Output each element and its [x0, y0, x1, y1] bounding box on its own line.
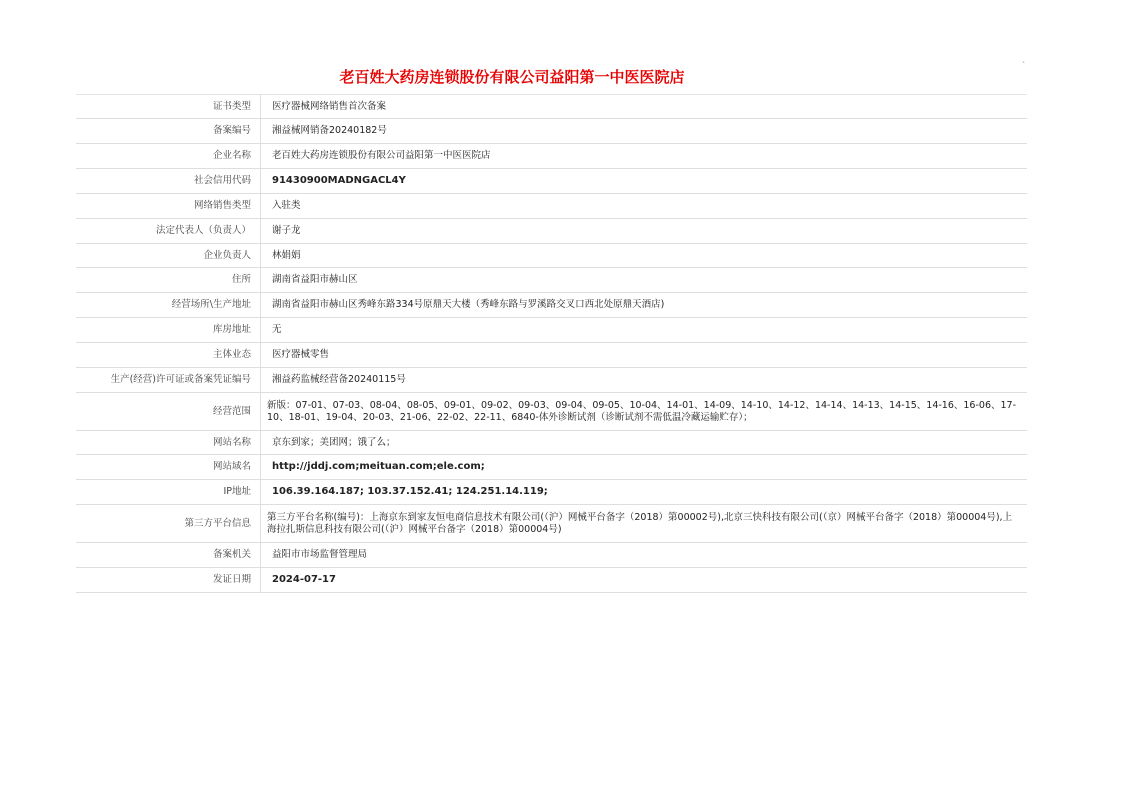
- row-value: 湘益药监械经营备20240115号: [261, 368, 1028, 393]
- row-value: 入驻类: [261, 194, 1028, 219]
- row-label: 备案编号: [76, 119, 261, 144]
- row-value: 新版：07-01、07-03、08-04、08-05、09-01、09-02、09-03、09-04、09-05、10-04、14-01、14-09、14-10、14-12、14-14、14-13、14-15、14-16、16-06、17-10、18-01、19-04、20-03、21-06、22-02、22-11、6840-体外诊断试剂（诊断试剂不需低温冷藏运输贮存）；: [261, 393, 1028, 431]
- row-value: 第三方平台名称(编号)：上海京东到家友恒电商信息技术有限公司(（沪）网械平台备字（2018）第00002号),北京三快科技有限公司(（京）网械平台备字（2018）第00004号),上海拉扎斯信息科技有限公司(（沪）网械平台备字（2018）第00004号): [261, 505, 1028, 543]
- record-table: [76, 94, 1027, 593]
- table-row: [76, 95, 1027, 119]
- row-label: 经营场所\生产地址: [76, 293, 261, 318]
- row-label: 库房地址: [76, 318, 261, 343]
- row-value: 医疗器械零售: [261, 343, 1028, 368]
- row-label: 社会信用代码: [76, 169, 261, 194]
- row-value: 林娟娟: [261, 244, 1028, 268]
- row-label: 备案机关: [76, 543, 261, 568]
- row-value: 2024-07-17: [261, 568, 1028, 593]
- row-value: 老百姓大药房连锁股份有限公司益阳第一中医医院店: [261, 144, 1028, 169]
- row-value: 湖南省益阳市赫山区秀峰东路334号原鼎天大楼（秀峰东路与罗溪路交叉口西北处原鼎天酒店): [261, 293, 1028, 318]
- row-value: 无: [261, 318, 1028, 343]
- table-row: [76, 144, 1027, 169]
- table-row: [76, 543, 1027, 568]
- table-row: [76, 293, 1027, 318]
- row-label: IP地址: [76, 480, 261, 505]
- row-value: 91430900MADNGACL4Y: [261, 169, 1028, 194]
- table-row: [76, 568, 1027, 593]
- row-value: 京东到家；美团网；饿了么；: [261, 431, 1028, 455]
- row-label: 住所: [76, 268, 261, 293]
- table-row: [76, 244, 1027, 268]
- row-label: 生产(经营)许可证或备案凭证编号: [76, 368, 261, 393]
- table-row: [76, 431, 1027, 455]
- table-row: [76, 455, 1027, 480]
- row-label: 网络销售类型: [76, 194, 261, 219]
- row-label: 网站名称: [76, 431, 261, 455]
- table-row: [76, 194, 1027, 219]
- row-label: 证书类型: [76, 95, 261, 119]
- row-label: 法定代表人（负责人）: [76, 219, 261, 244]
- row-label: 经营范围: [76, 393, 261, 431]
- row-value: 湖南省益阳市赫山区: [261, 268, 1028, 293]
- row-value: 106.39.164.187; 103.37.152.41; 124.251.14.119;: [261, 480, 1028, 505]
- corner-mark: ˋ: [1022, 61, 1026, 70]
- table-row: [76, 318, 1027, 343]
- table-row: [76, 343, 1027, 368]
- row-value: 谢子龙: [261, 219, 1028, 244]
- table-row: [76, 480, 1027, 505]
- row-value: 湘益械网销备20240182号: [261, 119, 1028, 144]
- table-row: [76, 119, 1027, 144]
- row-label: 发证日期: [76, 568, 261, 593]
- row-label: 第三方平台信息: [76, 505, 261, 543]
- table-row: [76, 368, 1027, 393]
- table-row: [76, 393, 1027, 431]
- row-label: 主体业态: [76, 343, 261, 368]
- row-value: 医疗器械网络销售首次备案: [261, 95, 1028, 119]
- table-row: [76, 505, 1027, 543]
- row-value: 益阳市市场监督管理局: [261, 543, 1028, 568]
- table-row: [76, 268, 1027, 293]
- table-row: [76, 169, 1027, 194]
- table-row: [76, 219, 1027, 244]
- row-label: 网站域名: [76, 455, 261, 480]
- row-value: http://jddj.com;meituan.com;ele.com;: [261, 455, 1028, 480]
- page-title: 老百姓大药房连锁股份有限公司益阳第一中医医院店: [339, 68, 685, 86]
- row-label: 企业名称: [76, 144, 261, 169]
- row-label: 企业负责人: [76, 244, 261, 268]
